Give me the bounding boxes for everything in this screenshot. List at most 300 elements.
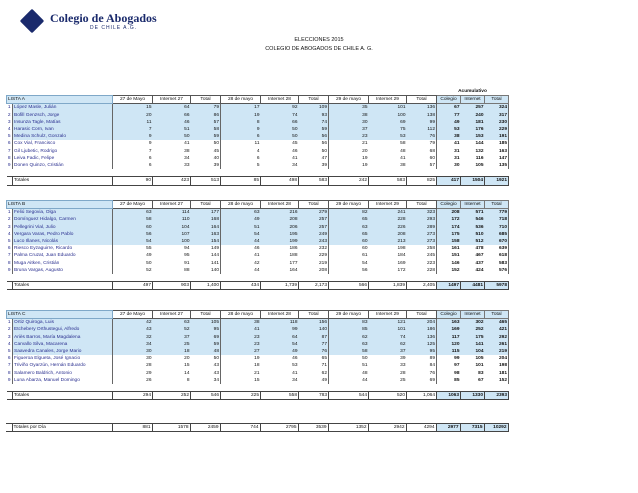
candidate-number: 6 [7,356,11,362]
page-title: ELECCIONES 2015 [294,37,344,43]
candidate-name: Salamero Baldrich, Antonio [13,370,113,377]
vote-cell: 323 [407,209,437,217]
candidate-row [7,260,509,267]
vote-cell: 41 [221,326,261,333]
vote-cell: 56 [329,267,369,274]
vote-cell: 71 [299,362,329,369]
column-header: Total [299,311,329,319]
vote-cell: 9 [113,140,153,147]
candidate-number: 6 [7,246,11,252]
vote-cell: 35 [329,104,369,112]
lista-label: LISTA C [7,311,113,319]
vote-cell: 87 [299,334,329,341]
vote-cell: 117 [437,334,461,341]
candidate-number: 6 [7,141,11,147]
grand-total-cell: 2459 [190,424,220,432]
vote-cell: 164 [289,267,298,273]
candidate-number: 8 [7,155,11,161]
total-cell: 2,405 [407,282,437,290]
vote-cell: 104 [153,224,191,231]
vote-cell: 144 [191,252,221,259]
candidate-name: Bruna Vargas, Augusto [13,267,113,274]
vote-cell: 34 [292,163,298,169]
vote-cell: 144 [461,140,485,147]
vote-cell: 42 [221,260,261,267]
vote-cell: 51 [329,362,369,369]
vote-cell: 7 [113,148,153,155]
candidate-name: Riesco Eyzaguirre, Ricardo [13,245,113,252]
vote-cell: 65 [299,355,329,362]
vote-cell: 83 [329,319,369,327]
vote-cell: 6 [221,133,261,140]
candidate-number: 8 [7,260,11,266]
vote-cell: 60 [407,155,437,162]
vote-cell: 63 [221,209,261,217]
vote-cell: 177 [191,209,221,217]
vote-cell: 135 [485,162,509,169]
candidate-number: 9 [7,163,11,169]
vote-cell: 43 [113,326,153,333]
vote-cell: 510 [461,231,485,238]
candidate-row [7,126,509,133]
vote-cell: 181 [485,370,509,377]
vote-cell: 151 [437,252,461,259]
candidate-row [7,334,509,341]
column-header: 27 de Mayo [113,201,153,209]
total-cell: 1504 [461,177,485,185]
vote-cell: 258 [407,245,437,252]
vote-cell: 56 [113,231,153,238]
vote-cell: 64 [261,334,299,341]
vote-cell: 146 [437,260,461,267]
vote-cell: 169 [397,260,406,266]
vote-cell: 38 [400,163,406,169]
vote-cell: 30 [437,162,461,169]
vote-cell: 116 [461,155,485,162]
vote-cell: 219 [485,348,509,355]
vote-cell: 41 [437,140,461,147]
vote-cell: 33 [400,363,406,369]
vote-cell: 65 [329,231,369,238]
vote-cell: 156 [299,319,329,327]
vote-cell: 64 [153,104,191,112]
vote-cell: 23 [221,334,261,341]
vote-cell: 69 [191,334,221,341]
vote-cell: 104 [461,348,485,355]
vote-cell: 59 [299,126,329,133]
grand-total-cell: 1352 [328,424,368,432]
vote-cell: 89 [407,355,437,362]
vote-cell: 50 [299,148,329,155]
column-header: 28 de mayo [221,96,261,104]
column-header: 29 de mayo [329,311,369,319]
vote-cell: 546 [461,216,485,223]
vote-cell: 169 [437,326,461,333]
vote-cell: 639 [485,245,509,252]
candidate-row [7,341,509,348]
vote-cell: 93 [299,112,329,119]
vote-cell: 20 [184,356,190,362]
total-cell: 2393 [485,392,509,400]
vote-cell: 59 [191,133,221,140]
vote-cell: 175 [461,334,485,341]
vote-cell: 6 [221,155,261,162]
vote-cell: 289 [407,224,437,231]
candidate-number: 4 [7,231,11,237]
vote-cell: 226 [369,224,407,231]
vote-cell: 76 [407,133,437,140]
vote-cell: 50 [261,126,299,133]
vote-cell: 48 [329,370,369,377]
vote-cell: 63 [329,224,369,231]
vote-cell: 184 [397,253,406,259]
column-header: 29 de mayo [329,201,369,209]
vote-cell: 100 [369,112,407,119]
logo-subtitle: DE CHILE A.G. [90,24,138,31]
vote-cell: 576 [485,267,509,274]
vote-cell: 710 [485,224,509,231]
vote-cell: 25 [153,341,191,348]
vote-cell: 30 [113,355,153,362]
vote-cell: 125 [407,341,437,348]
vote-cell: 41 [292,155,298,161]
vote-cell: 38 [184,148,190,154]
vote-cell: 52 [153,326,191,333]
vote-cell: 59 [191,341,221,348]
vote-cell: 618 [485,252,509,259]
vote-cell: 175 [437,231,461,238]
vote-cell: 317 [485,112,509,119]
lista-label: LISTA A [7,96,113,104]
vote-cell: 76 [299,348,329,355]
vote-cell: 99 [261,326,299,333]
vote-cell: 302 [461,319,485,327]
column-header: Total [485,311,509,319]
vote-cell: 67 [461,377,485,384]
vote-cell: 120 [437,341,461,348]
vote-cell: 48 [191,348,221,355]
vote-cell: 164 [191,224,221,231]
total-cell: 566 [329,282,369,290]
vote-cell: 141 [461,341,485,348]
vote-cell: 54 [329,260,369,267]
vote-cell: 512 [461,238,485,245]
vote-cell: 61 [329,252,369,259]
candidate-number: 2 [7,217,11,223]
vote-cell: 47 [299,155,329,162]
column-header: Internet 29 [369,201,407,209]
column-header: Internet 28 [261,96,299,104]
vote-cell: 206 [261,224,299,231]
total-cell: 252 [153,392,191,400]
column-header: Internet 27 [153,311,191,319]
vote-cell: 53 [437,126,461,133]
vote-cell: 58 [400,141,406,147]
vote-cell: 105 [461,162,485,169]
lista-table [6,200,509,290]
vote-cell: 158 [437,238,461,245]
vote-cell: 172 [437,216,461,223]
column-header: Total [191,96,221,104]
candidate-row [7,238,509,245]
lista-table [6,88,509,186]
vote-cell: 38 [221,319,261,327]
column-header: Colegio [437,311,461,319]
vote-cell: 94 [184,246,190,252]
vote-cell: 261 [485,341,509,348]
candidate-row [7,224,509,231]
vote-cell: 109 [299,104,329,112]
vote-cell: 43 [191,370,221,377]
candidate-number: 9 [7,377,11,383]
vote-cell: 79 [191,104,221,112]
vote-cell: 121 [369,319,407,327]
column-header: Total [485,96,509,104]
grand-total-cell: 2942 [368,424,406,432]
vote-cell: 172 [397,267,406,273]
vote-cell: 204 [407,319,437,327]
vote-cell: 228 [407,267,437,274]
vote-cell: 21 [329,140,369,147]
column-header: Internet [461,96,485,104]
lista-table [6,310,509,400]
vote-cell: 154 [191,238,221,245]
vote-cell: 19 [329,162,369,169]
column-header: 28 de mayo [221,311,261,319]
totals-label: Totales [13,177,113,185]
vote-cell: 149 [191,245,221,252]
vote-cell: 37 [369,348,407,355]
candidate-row [7,326,509,333]
vote-cell: 20 [329,148,369,155]
vote-cell: 114 [153,209,191,217]
vote-cell: 56 [299,133,329,140]
vote-cell: 32 [113,334,153,341]
vote-cell: 76 [407,370,437,377]
vote-cell: 83 [461,370,485,377]
vote-cell: 37 [329,126,369,133]
vote-cell: 99 [407,119,437,126]
candidate-number: 7 [7,253,11,259]
acumulativo-label: Acumulativo [458,89,487,94]
vote-cell: 14 [184,370,190,376]
vote-cell: 31 [437,155,461,162]
vote-cell: 240 [461,112,485,119]
vote-cell: 18 [221,362,261,369]
candidate-row [7,155,509,162]
vote-cell: 219 [299,260,329,267]
vote-cell: 188 [289,253,298,259]
candidate-number: 7 [7,363,11,369]
vote-cell: 152 [485,377,509,384]
total-cell: 783 [299,392,329,400]
total-cell: 90 [113,177,153,185]
vote-cell: 57 [407,162,437,169]
vote-cell: 101 [369,326,407,333]
vote-cell: 229 [299,252,329,259]
candidate-name: Gil Ljubetic, Rodrigo [13,148,113,155]
logo-name: Colegio de Abogados [50,10,157,25]
vote-cell: 23 [329,133,369,140]
candidate-row [7,119,509,126]
vote-cell: 15 [113,104,153,112]
candidate-number: 4 [7,341,11,347]
grand-total-cell: 2977 [436,424,460,432]
total-cell: 1,839 [369,282,407,290]
lista-label: LISTA B [7,201,113,209]
vote-cell: 77 [299,341,329,348]
candidate-name: Donen Quinzo, Cristián [13,162,113,169]
vote-cell: 85 [329,326,369,333]
vote-cell: 40 [191,155,221,162]
candidate-number: 2 [7,112,11,118]
vote-cell: 31 [437,148,461,155]
vote-cell: 62 [299,370,329,377]
column-header: Internet 29 [369,96,407,104]
total-cell: 1921 [485,177,509,185]
candidate-name: Triviño Oyarzún, Hernán Eduardo [13,362,113,369]
candidate-number: 5 [7,134,11,140]
total-cell: 294 [113,392,153,400]
candidate-row [7,104,509,112]
vote-cell: 465 [485,319,509,327]
vote-cell: 52 [113,267,153,274]
candidate-number: 9 [7,267,11,273]
vote-cell: 571 [461,209,485,217]
vote-cell: 105 [461,355,485,362]
vote-cell: 208 [437,209,461,217]
vote-cell: 46 [292,356,298,362]
candidate-name: Cox Vial, Francisco [13,140,113,147]
column-header: Total [299,201,329,209]
vote-cell: 29 [113,370,153,377]
vote-cell: 54 [261,341,299,348]
vote-cell: 5 [221,162,261,169]
vote-cell: 257 [299,224,329,231]
vote-cell: 11 [113,119,153,126]
vote-cell: 30 [113,348,153,355]
vote-cell: 50 [191,355,221,362]
column-header: Internet 28 [261,201,299,209]
vote-cell: 107 [153,231,191,238]
vote-cell: 68 [407,148,437,155]
vote-cell: 199 [261,238,299,245]
vote-cell: 54 [221,231,261,238]
total-cell: 546 [191,392,221,400]
vote-cell: 34 [184,155,190,161]
vote-cell: 536 [461,224,485,231]
grand-total-cell: 1578 [152,424,190,432]
vote-cell: 33 [184,163,190,169]
vote-cell: 257 [461,104,485,112]
vote-cell: 181 [461,119,485,126]
total-cell: 1,400 [191,282,221,290]
vote-cell: 177 [289,260,298,266]
vote-cell: 152 [437,267,461,274]
vote-cell: 421 [485,326,509,333]
vote-cell: 153 [461,133,485,140]
vote-cell: 57 [191,119,221,126]
candidate-name: Luna Abarza, Manuel Domingo [13,377,113,384]
vote-cell: 49 [221,216,261,223]
vote-cell: 186 [289,246,298,252]
candidate-row [7,355,509,362]
candidate-name: López Masle, Julián [13,104,113,112]
total-cell: 497 [113,282,153,290]
vote-cell: 243 [299,238,329,245]
vote-cell: 63 [113,209,153,217]
vote-cell: 140 [191,267,221,274]
grand-total-cell: 10292 [484,424,508,432]
total-cell: 1,739 [261,282,299,290]
vote-cell: 82 [329,209,369,217]
total-cell: 242 [329,177,369,185]
grand-total-cell: 881 [112,424,152,432]
vote-cell: 7 [113,126,153,133]
vote-cell: 41 [292,370,298,376]
candidate-number: 8 [7,370,11,376]
candidate-name: Carvallo Silva, Macarena [13,341,113,348]
candidate-name: Ortiz Quiroga, Luis [13,319,113,327]
vote-cell: 79 [407,140,437,147]
vote-cell: 15 [184,363,190,369]
vote-cell: 49 [299,377,329,384]
vote-cell: 84 [407,362,437,369]
vote-cell: 216 [261,209,299,217]
candidate-row [7,133,509,140]
column-header: Internet [461,201,485,209]
vote-cell: 8 [221,119,261,126]
vote-cell: 60 [329,238,369,245]
vote-cell: 46 [221,245,261,252]
totals-row [7,282,509,290]
vote-cell: 163 [485,148,509,155]
vote-cell: 88 [184,267,190,273]
totals-label: Totales [13,282,113,290]
candidate-name: Muga Aitken, Cristián [13,260,113,267]
vote-cell: 99 [437,355,461,362]
total-cell: 1330 [461,392,485,400]
candidate-number: 5 [7,239,11,245]
vote-cell: 293 [407,216,437,223]
column-header: Total [191,311,221,319]
vote-cell: 136 [407,334,437,341]
vote-cell: 58 [113,216,153,223]
vote-cell: 670 [485,238,509,245]
vote-cell: 34 [292,377,298,383]
grand-totals-table [6,423,509,432]
vote-cell: 257 [299,216,329,223]
vote-cell: 208 [369,231,407,238]
vote-cell: 49 [261,348,299,355]
vote-cell: 198 [485,362,509,369]
candidate-number: 3 [7,119,11,125]
vote-cell: 100 [153,238,191,245]
vote-cell: 230 [485,119,509,126]
vote-cell: 50 [261,133,299,140]
candidate-row [7,209,509,217]
vote-cell: 55 [113,245,153,252]
vote-cell: 58 [191,126,221,133]
candidate-number: 1 [7,320,11,326]
vote-cell: 292 [485,334,509,341]
candidate-row [7,245,509,252]
vote-cell: 66 [153,112,191,119]
vote-cell: 245 [407,252,437,259]
vote-cell: 26 [113,377,153,384]
vote-cell: 39 [400,356,406,362]
vote-cell: 132 [461,148,485,155]
